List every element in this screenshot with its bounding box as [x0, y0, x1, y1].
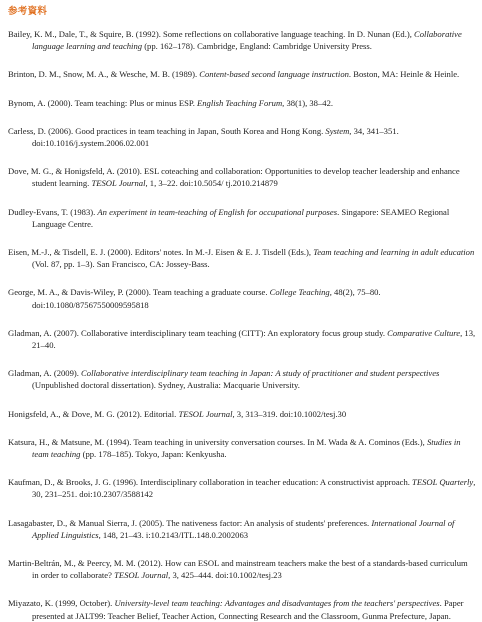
reference-entry: Martin-Beltrán, M., & Peercy, M. M. (2012). How can ESOL and mainstream teachers make the best of a standards-based curriculum in order to collaborate? TESOL Journal, 3, 425–444. doi:10.1002/tesj.23	[8, 558, 468, 581]
reference-entry: Kaufman, D., & Brooks, J. G. (1996). Interdisciplinary collaboration in teacher education: A constructivist approach. TESOL Quarterly, 30, 231–251. doi:10.2307/3588142	[8, 477, 476, 500]
reference-entry: Honigsfeld, A., & Dove, M. G. (2012). Editorial. TESOL Journal, 3, 313–319. doi:10.1002/tesj.30	[8, 408, 347, 419]
reference-entry: Eisen, M.-J., & Tisdell, E. J. (2000). Editors' notes. In M.-J. Eisen & E. J. Tisdell (Eds.), Team teaching and learning in adult education (Vol. 87, pp. 1–3). San Francisco, CA: Jossey-Bass.	[8, 247, 475, 270]
reference-entry: Dove, M. G., & Honigsfeld, A. (2010). ESL coteaching and collaboration: Opportunities to develop teacher leadership and enhance student learning. TESOL Journal, 1, 3–22. doi:10.5054/ tj.2010.214879	[8, 166, 460, 189]
reference-entry: Dudley-Evans, T. (1983). An experiment in team-teaching of English for occupational purposes. Singapore: SEAMEO Regional Language Centre.	[8, 206, 450, 229]
reference-entry: Brinton, D. M., Snow, M. A., & Wesche, M. B. (1989). Content-based second language instruction. Boston, MA: Heinle & Heinle.	[8, 69, 460, 80]
reference-entry: George, M. A., & Davis-Wiley, P. (2000). Team teaching a graduate course. College Teaching, 48(2), 75–80. doi:10.1080/87567550009595818	[8, 287, 381, 310]
reference-entry: Bynom, A. (2000). Team teaching: Plus or minus ESP. English Teaching Forum, 38(1), 38–42.	[8, 97, 334, 108]
reference-entry: Miyazato, K. (1999, October). University-level team teaching: Advantages and disadvantages from the teachers' perspectives. Paper presented at JALT99: Teacher Belief, Teacher Action, Connecting Research and the Classroom, Gunma Prefecture, Japan.	[8, 598, 464, 621]
reference-entry: Gladman, A. (2009). Collaborative interdisciplinary team teaching in Japan: A study of practitioner and student perspectives (Unpublished doctoral dissertation). Sydney, Australia: Macquarie University.	[8, 368, 440, 391]
reference-entry: Gladman, A. (2007). Collaborative interdisciplinary team teaching (CITT): An exploratory focus group study. Comparative Culture, 13, 21–40.	[8, 327, 476, 351]
reference-entry: Bailey, K. M., Dale, T., & Squire, B. (1992). Some reflections on collaborative language teaching. In D. Nunan (Ed.), Collaborative language learning and teaching (pp. 162–178). Cambridge, England: Cambridge University Press.	[8, 29, 462, 52]
reference-list	[8, 28, 476, 622]
reference-entry: Carless, D. (2006). Good practices in team teaching in Japan, South Korea and Hong Kong. System, 34, 341–351. doi:10.1016/j.system.2006.02.001	[8, 125, 399, 149]
section-heading: 参考資料	[8, 6, 48, 17]
reference-entry: Katsura, H., & Matsune, M. (1994). Team teaching in university conversation courses. In M. Wada & A. Cominos (Eds.), Studies in team teaching (pp. 178–185). Tokyo, Japan: Kenkyusha.	[8, 436, 461, 460]
reference-entry: Lasagabaster, D., & Manual Sierra, J. (2005). The nativeness factor: An analysis of students' preferences. International Journal of Applied Linguistics, 148, 21–43. i:10.2143/ITL.148.0.2002063	[8, 517, 455, 540]
